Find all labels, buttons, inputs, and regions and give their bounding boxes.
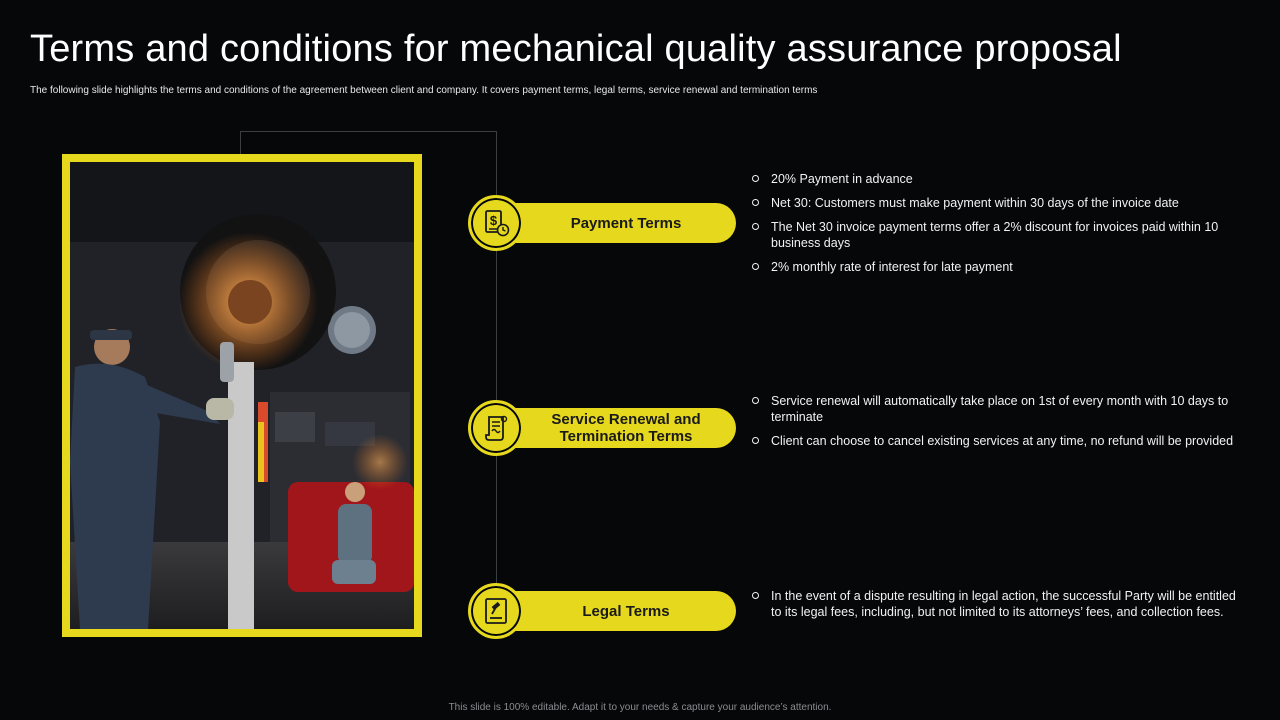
list-item: 2% monthly rate of interest for late payment <box>752 259 1244 275</box>
service-renewal-badge <box>468 400 524 456</box>
list-item: In the event of a dispute resulting in legal action, the successful Party will be entitled to its legal fees, including, but not limited to its attorneys’ fees, and collection fees. <box>752 588 1244 620</box>
list-item: Service renewal will automatically take place on 1st of every month with 10 days to terminate <box>752 393 1244 425</box>
payment-terms-badge <box>468 195 524 251</box>
list-item: Client can choose to cancel existing services at any time, no refund will be provided <box>752 433 1244 449</box>
svg-text:$: $ <box>489 213 498 228</box>
mechanic-photo <box>70 162 414 629</box>
payment-terms-bar <box>488 203 736 243</box>
section-payment-terms <box>468 195 738 251</box>
section-service-renewal <box>468 400 738 456</box>
dollar-document-clock-icon <box>481 208 511 238</box>
slide-title: Terms and conditions for mechanical quality assurance proposal <box>30 28 1122 70</box>
gavel-document-icon <box>481 596 511 626</box>
legal-terms-list <box>752 588 1244 628</box>
service-renewal-list <box>752 393 1244 457</box>
list-item: The Net 30 invoice payment terms offer a 2% discount for invoices paid within 10 business days <box>752 219 1244 251</box>
service-renewal-bar <box>488 408 736 448</box>
payment-terms-list <box>752 171 1244 283</box>
legal-terms-badge <box>468 583 524 639</box>
section-legal-terms <box>468 583 738 639</box>
list-item: Net 30: Customers must make payment within 30 days of the invoice date <box>752 195 1244 211</box>
payment-terms-label: Payment Terms <box>570 214 682 232</box>
legal-terms-bar <box>488 591 736 631</box>
slide-footer: This slide is 100% editable. Adapt it to your needs & capture your audience’s attention. <box>448 702 832 713</box>
mechanic-photo-frame <box>62 154 422 637</box>
legal-terms-label: Legal Terms <box>582 602 670 620</box>
slide-subtitle: The following slide highlights the terms and conditions of the agreement between client and company. It covers payment terms, legal terms, service renewal and termination terms <box>30 85 818 96</box>
list-item: 20% Payment in advance <box>752 171 1244 187</box>
service-renewal-label: Service Renewal and Termination Terms <box>551 411 701 445</box>
contract-scroll-icon <box>481 413 511 443</box>
